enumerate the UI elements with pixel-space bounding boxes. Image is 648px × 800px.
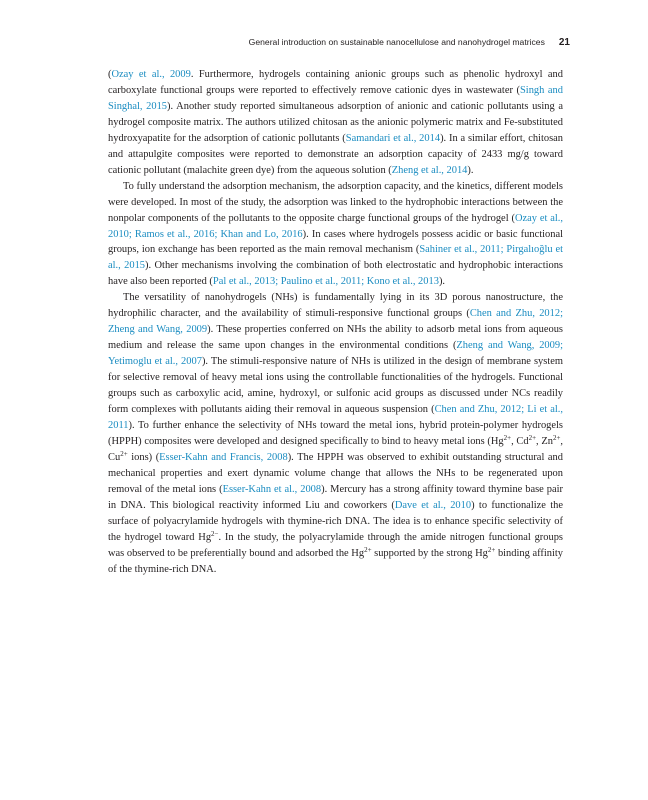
text-run: ) to functionalize the surface of polyacrylamide hydrogels with thymine-rich DNA. The idea is to enhance specific selectivity of the hydrogel toward Hg [108, 499, 563, 543]
citation-link[interactable]: Samandari et al., 2014 [345, 132, 441, 144]
text-run: binding affinity of the thymine-rich DNA. [108, 547, 563, 575]
text-run: . Furthermore, hydrogels containing anionic groups such as phenolic hydroxyl and carboxylate functional groups were reported to effectively remove cationic dyes in wastewater ( [108, 69, 563, 96]
citation-link[interactable]: Chen and Zhu, 2012; Zheng and Wang, 2009 [108, 308, 563, 336]
page-number: 21 [558, 37, 570, 48]
ion-charge-superscript: 2+ [503, 433, 512, 442]
text-run: ). These properties conferred on NHs the ability to adsorb metal ions from aqueous medium and release the same upon changes in the environmental conditions ( [108, 324, 563, 352]
citation-link[interactable]: Singh and Singhal, 2015 [108, 84, 563, 112]
text-run: ions) ( [127, 451, 160, 463]
text-run: ). The stimuli-responsive nature of NHs is utilized in the design of membrane system for selective removal of heavy metal ions using the controllable functionalities of the hydrogels. Functional groups such as carboxylic acid, amine, hydroxyl, or sulfonic acid groups as discussed under NCs readily form complexes with pollutants aiding their removal in aqueous suspension ( [108, 356, 563, 416]
text-run: To fully understand the adsorption mechanism, the adsorption capacity, and the kinetics, different models were developed. In most of the study, the adsorption was linked to the hydrophobic interactions between the nonpolar components of the pollutants to the opposite charge functional groups of the hydrogel ( [108, 180, 563, 224]
text-run: ). In cases where hydrogels possess acidic or basic functional groups, ion exchange has been reported as the main removal mechanism ( [108, 228, 564, 256]
text-run: , Zn [536, 435, 553, 447]
ion-charge-superscript: 2+ [364, 545, 372, 554]
text-run: ). The HPPH was observed to exhibit outstanding structural and mechanical properties and exert dynamic volume change that allows the NHs to be regenerated upon removal of the metal ions ( [108, 451, 563, 495]
text-run: ). Mercury has a strong affinity toward thymine base pair in DNA. This biological reactivity informed Liu and coworkers ( [108, 483, 564, 511]
citation-link[interactable]: Pal et al., 2013; Paulino et al., 2011; Kono et al., 2013 [212, 276, 439, 288]
running-title: General introduction on sustainable nanocellulose and nanohydrogel matrices [248, 37, 545, 47]
citation-link[interactable]: Ozay et al., 2009 [111, 69, 191, 80]
ion-charge-superscript: 2+ [552, 433, 561, 442]
citation-link[interactable]: Chen and Zhu, 2012; Li et al., 2011 [108, 404, 564, 431]
text-run: ). To further enhance the selectivity of NHs toward the metal ions, hybrid protein-polymer hydrogels (HPPH) composites were developed and designed specifically to bind to heavy metal ions (Hg [108, 419, 563, 447]
citation-link[interactable]: Zheng and Wang, 2009; Yetimoglu et al., 2007 [108, 340, 563, 368]
text-run: ). Other mechanisms involving the combination of both electrostatic and hydrophobic interactions have also been reported ( [108, 260, 563, 288]
ion-charge-superscript: 2+ [487, 545, 496, 554]
text-run: . In the study, the polyacrylamide through the amide nitrogen functional groups was observed to be preferentially bound and adsorbed the Hg [108, 531, 563, 559]
text-run: , Cu [108, 435, 563, 463]
text-run: ). [467, 164, 474, 176]
citation-link[interactable]: Ozay et al., 2010; Ramos et al., 2016; Khan and Lo, 2016 [108, 212, 563, 240]
paragraph-1: (Ozay et al., 2009. Furthermore, hydrogels containing anionic groups such as phenolic hydroxyl and carboxylate functional groups were reported to effectively remove cationic dyes in wastewater (Singh and Singhal, 2015). Another study reported simultaneous adsorption of anionic and cationic pollutants using a hydrogel composite matrix. The authors utilized chitosan as the anionic polymeric matrix and Fe-substituted hydroxyapatite for the adsorption of cationic pollutants (Samandari et al., 2014). In a similar effort, chitosan and attapulgite composites were reported to demonstrate an adsorption capacity of 2433 mg/g toward cationic pollutant (malachite green dye) from the aqueous solution (Zheng et al., 2014). [108, 69, 563, 176]
citation-link[interactable]: Esser-Kahn and Francis, 2008 [159, 451, 288, 463]
ion-charge-superscript: 2− [211, 529, 219, 538]
paragraph-2 [108, 179, 563, 291]
text-run: ). [438, 276, 446, 288]
body-text [108, 67, 563, 578]
ion-charge-superscript: 2+ [120, 449, 128, 458]
paragraph-3 [108, 290, 563, 577]
citation-link[interactable]: Esser-Kahn et al., 2008 [222, 483, 322, 495]
citation-link[interactable]: Dave et al., 2010 [394, 499, 472, 511]
text-run: supported by the strong Hg [371, 547, 488, 559]
text-run: ). Another study reported simultaneous adsorption of anionic and cationic pollutants using a hydrogel composite matrix. The authors utilized chitosan as the anionic polymeric matrix and Fe-substituted hydroxyapatite for the adsorption of cationic pollutants ( [108, 100, 563, 144]
citation-link[interactable]: Sahiner et al., 2011; Pirgalıoğlu et al., 2015 [108, 244, 563, 272]
text-run: , Cd [511, 435, 529, 447]
running-header [108, 37, 570, 51]
ion-charge-superscript: 2+ [528, 433, 537, 442]
citation-link[interactable]: Zheng et al., 2014 [391, 164, 468, 176]
text-run: The versatility of nanohydrogels (NHs) is fundamentally lying in its 3D porous nanostructure, the hydrophilic character, and the availability of stimuli-responsive functional groups ( [108, 292, 563, 320]
text-run: ). In a similar effort, chitosan and attapulgite composites were reported to demonstrate an adsorption capacity of 2433 mg/g toward cationic pollutant (malachite green dye) from the aqueous solution ( [108, 132, 563, 176]
